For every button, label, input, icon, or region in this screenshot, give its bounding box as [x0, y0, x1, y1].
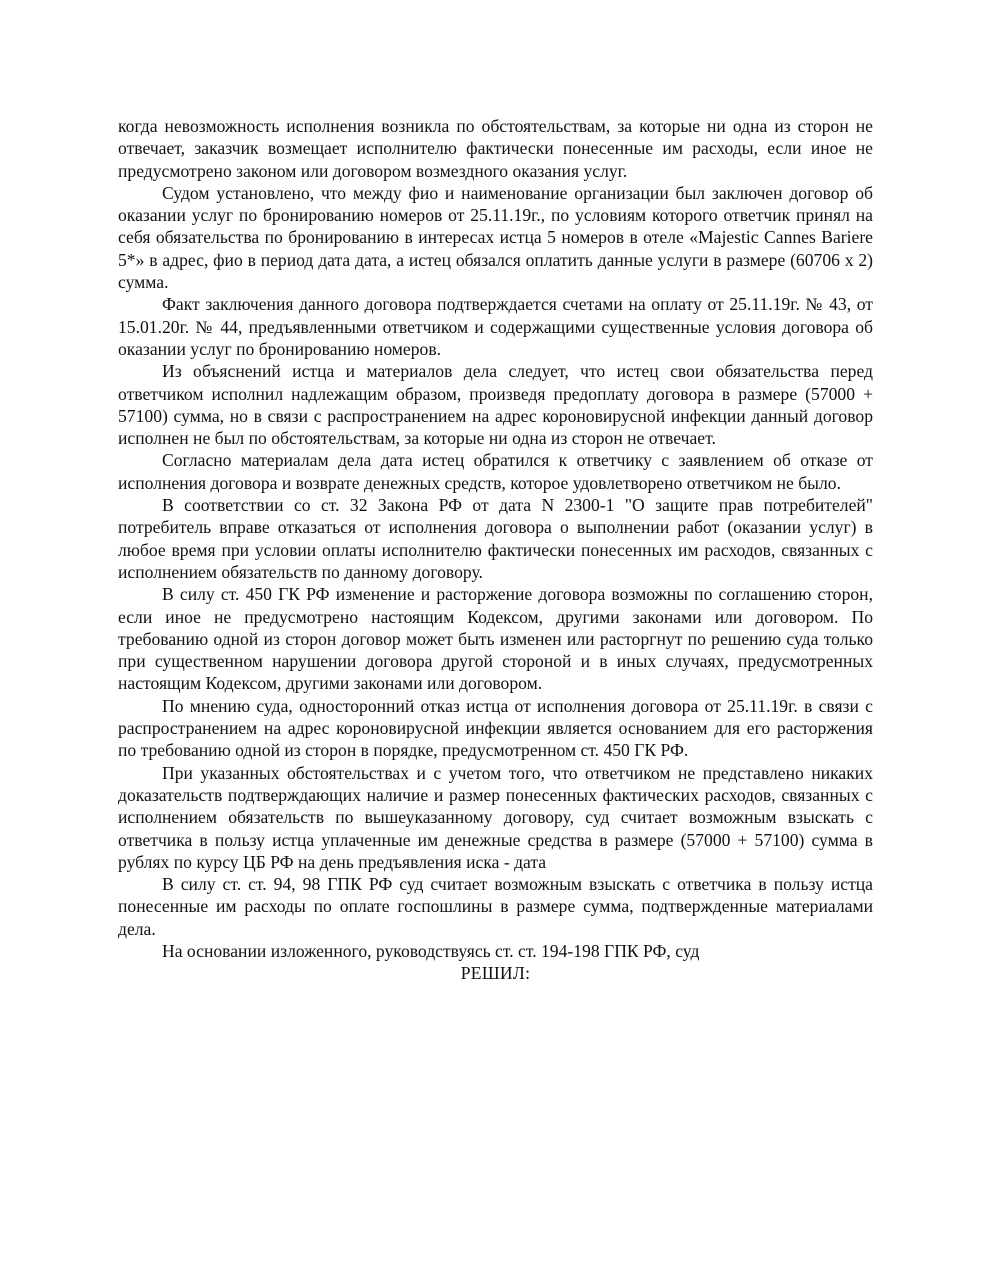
paragraph-continuation: когда невозможность исполнения возникла по обстоятельствам, за которые ни одна из сторон не отвечает, заказчик возмещает исполнителю фактически понесенные им расходы, если иное не предусмотрено законом или договором возмездного оказания услуг.: [118, 116, 873, 181]
paragraph-court-opinion: По мнению суда, односторонний отказ истца от исполнения договора от 25.11.19г. в связи с распространением на адрес короновирусной инфекции является основанием для его расторжения по требованию одной из сторон в порядке, предусмотренном ст. 450 ГК РФ.: [118, 695, 873, 761]
paragraph-refusal-application: Согласно материалам дела дата истец обратился к ответчику с заявлением об отказе от исполнения договора и возврате денежных средств, которое удовлетворено ответчиком не было.: [118, 450, 873, 493]
paragraph-prepayment: Из объяснений истца и материалов дела следует, что истец свои обязательства перед ответчиком исполнил надлежащим образом, произведя предоплату договора в размере (57000 + 57100) сумма, но в связи с распространением на адрес короновирусной инфекции данный договор исполнен не был по обстоятельствам, за которые ни одна из сторон не отвечает.: [118, 361, 873, 449]
paragraph-basis: На основании изложенного, руководствуясь ст. ст. 194-198 ГПК РФ, суд: [162, 940, 700, 961]
paragraph-contract-confirmed: Факт заключения данного договора подтверждается счетами на оплату от 25.11.19г. № 43, от 15.01.20г. № 44, предъявленными ответчиком и содержащими существенные условия договора об оказании услуг по бронированию номеров.: [118, 294, 873, 359]
paragraph-contract-established: Судом установлено, что между фио и наименование организации был заключен договор об оказании услуг по бронированию номеров от 25.11.19г., по условиям которого ответчик принял на себя обязательства по бронированию в интересах истца 5 номеров в отеле «Majestic Cannes Bariere 5*» в адрес, фио в период дата дата, а истец обязался оплатить данные услуги в размере (60706 х 2) сумма.: [118, 182, 873, 293]
paragraph-civil-code-450: В силу ст. 450 ГК РФ изменение и расторжение договора возможны по соглашению сторон, если иное не предусмотрено настоящим Кодексом, другими законами или договором. По требованию одной из сторон договор может быть изменен или расторгнут по решению суда только при существенном нарушении договора другой стороной и в иных случаях, предусмотренных настоящим Кодексом, другими законами или договором.: [118, 584, 873, 694]
paragraph-consumer-law: В соответствии со ст. 32 Закона РФ от дата N 2300-1 "О защите прав потребителей" потребитель вправе отказаться от исполнения договора о выполнении работ (оказании услуг) в любое время при условии оплаты исполнителю фактически понесенных им расходов, связанных с исполнением обязательств по данному договору.: [118, 495, 873, 582]
decision-heading: РЕШИЛ:: [460, 963, 531, 984]
paragraph-state-duty: В силу ст. ст. 94, 98 ГПК РФ суд считает возможным взыскать с ответчика в пользу истца понесенные им расходы по оплате госпошлины в размере сумма, подтвержденные материалами дела.: [118, 874, 873, 939]
document-page: [118, 115, 873, 985]
paragraph-circumstances: При указанных обстоятельствах и с учетом того, что ответчиком не представлено никаких доказательств подтверждающих наличие и размер понесенных фактических расходов, связанных с исполнением обязательств по вышеуказанному договору, суд считает возможным взыскать с ответчика в пользу истца уплаченные им денежные средства в размере (57000 + 57100) сумма в рублях по курсу ЦБ РФ на день предъявления иска - дата: [118, 762, 873, 872]
